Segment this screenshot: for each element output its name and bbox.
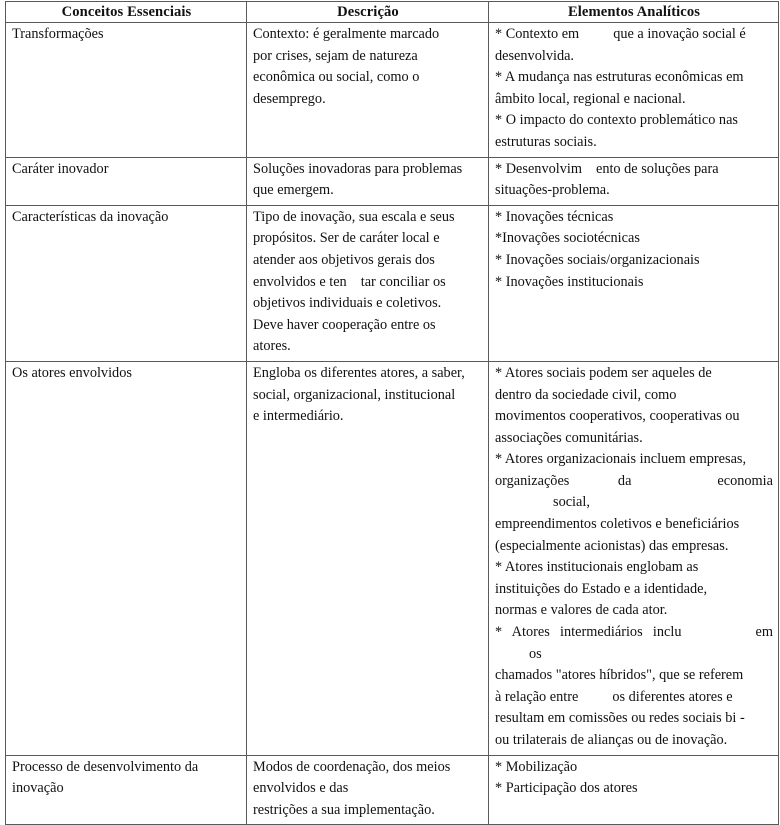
elementos-line: * Inovações técnicas [495, 208, 614, 225]
elementos-line [495, 471, 773, 514]
conceito-text: Caráter inovador [12, 160, 109, 177]
elementos-line: estruturas sociais. [495, 133, 597, 150]
elementos-text: ento de soluções para [595, 160, 719, 177]
elementos-line: * Atores institucionais englobam as [495, 559, 699, 576]
descricao-line: propósitos. Ser de caráter local e [253, 230, 440, 247]
elementos-line: situações-problema. [495, 182, 610, 199]
descricao-line: envolvidos e das [253, 780, 349, 797]
cell-elementos [489, 157, 779, 205]
elementos-line: dentro da sociedade civil, como [495, 386, 677, 403]
elementos-text: * Contexto em [495, 26, 580, 42]
table-row [6, 361, 779, 755]
descricao-line: Deve haver cooperação entre os [253, 316, 436, 333]
descricao-text: envolvidos e ten [253, 273, 347, 290]
table-row [6, 205, 779, 361]
cell-elementos [489, 361, 779, 755]
conceito-line: inovação [12, 780, 64, 797]
elementos-line [495, 622, 773, 665]
column-header-elementos-analiticos: Elementos Analíticos [489, 2, 779, 23]
elementos-line: associações comunitárias. [495, 429, 643, 446]
elementos-line [495, 687, 773, 709]
cell-conceito [6, 361, 247, 755]
descricao-line: Tipo de inovação, sua escala e seus [253, 208, 455, 225]
descricao-line: Engloba os diferentes atores, a saber, [253, 364, 465, 381]
table-row [6, 157, 779, 205]
elementos-line: empreendimentos coletivos e beneficiários [495, 516, 740, 533]
elementos-line: * O impacto do contexto problemático nas [495, 112, 738, 129]
elementos-line: * Inovações institucionais [495, 273, 644, 290]
table-body [6, 23, 779, 825]
elementos-line: desenvolvida. [495, 47, 575, 64]
cell-descricao [247, 755, 489, 825]
elementos-line: * Participação dos atores [495, 780, 638, 797]
cell-conceito [6, 755, 247, 825]
elementos-line: ou trilaterais de alianças ou de inovação. [495, 732, 728, 748]
elementos-text: que a inovação social é [613, 26, 746, 42]
descricao-line: restrições a sua implementação. [253, 801, 435, 818]
elementos-text: social, [553, 494, 590, 511]
descricao-line: por crises, sejam de natureza [253, 47, 418, 64]
elementos-text: à relação entre [495, 688, 579, 705]
descricao-line: desemprego. [253, 90, 326, 107]
descricao-line [253, 272, 483, 294]
elementos-line: * Inovações sociais/organizacionais [495, 251, 700, 268]
concepts-table [5, 1, 779, 825]
descricao-line: que emergem. [253, 182, 334, 199]
elementos-text: os diferentes atores e [612, 688, 733, 705]
descricao-text: tar conciliar os [360, 273, 446, 290]
conceito-line: Processo de desenvolvimento da [12, 758, 199, 775]
elementos-line: * A mudança nas estruturas econômicas em [495, 69, 744, 86]
cell-elementos [489, 23, 779, 158]
elementos-line: * Mobilização [495, 758, 578, 775]
cell-elementos [489, 755, 779, 825]
elementos-line [495, 159, 773, 181]
column-header-conceitos-essenciais: Conceitos Essenciais [6, 2, 247, 23]
cell-descricao [247, 23, 489, 158]
table-header [6, 2, 779, 23]
elementos-line: * Atores sociais podem ser aqueles de [495, 364, 712, 381]
descricao-line: atores. [253, 338, 291, 355]
elementos-text: os [529, 645, 542, 662]
elementos-line: *Inovações sociotécnicas [495, 230, 640, 247]
descricao-line: econômica ou social, como o [253, 69, 420, 86]
conceito-text: Os atores envolvidos [12, 364, 132, 381]
elementos-text: * Atores intermediários inclu [495, 624, 682, 641]
elementos-line: resultam em comissões ou redes sociais bi - [495, 710, 745, 727]
descricao-line: e intermediário. [253, 408, 344, 425]
cell-elementos [489, 205, 779, 361]
column-header-descricao: Descrição [247, 2, 489, 23]
elementos-text: economia [717, 472, 773, 489]
elementos-line: * Atores organizacionais incluem empresas, [495, 451, 747, 468]
descricao-line: Modos de coordenação, dos meios [253, 758, 451, 775]
descricao-line: atender aos objetivos gerais dos [253, 251, 435, 268]
conceito-text: Características da inovação [12, 208, 169, 225]
elementos-line: normas e valores de cada ator. [495, 602, 668, 619]
cell-conceito [6, 205, 247, 361]
descricao-line: social, organizacional, institucional [253, 386, 456, 403]
elementos-text: organizações da [495, 472, 632, 489]
conceito-text: Transformações [12, 26, 104, 42]
elementos-line: (especialmente acionistas) das empresas. [495, 537, 729, 554]
table-row [6, 755, 779, 825]
cell-conceito [6, 23, 247, 158]
descricao-line: Soluções inovadoras para problemas [253, 160, 463, 177]
elementos-line: chamados "atores híbridos", que se referem [495, 667, 744, 684]
elementos-line: movimentos cooperativos, cooperativas ou [495, 408, 740, 425]
descricao-line: Contexto: é geralmente marcado [253, 26, 440, 42]
elementos-text: em [755, 624, 773, 641]
cell-descricao [247, 157, 489, 205]
table-header-row [6, 2, 779, 23]
descricao-line: objetivos individuais e coletivos. [253, 295, 442, 312]
elementos-line [495, 24, 773, 46]
cell-conceito [6, 157, 247, 205]
cell-descricao [247, 361, 489, 755]
elementos-line: instituições do Estado e a identidade, [495, 580, 708, 597]
elementos-line: âmbito local, regional e nacional. [495, 90, 686, 107]
cell-descricao [247, 205, 489, 361]
elementos-text: * Desenvolvim [495, 160, 582, 177]
table-row [6, 23, 779, 158]
